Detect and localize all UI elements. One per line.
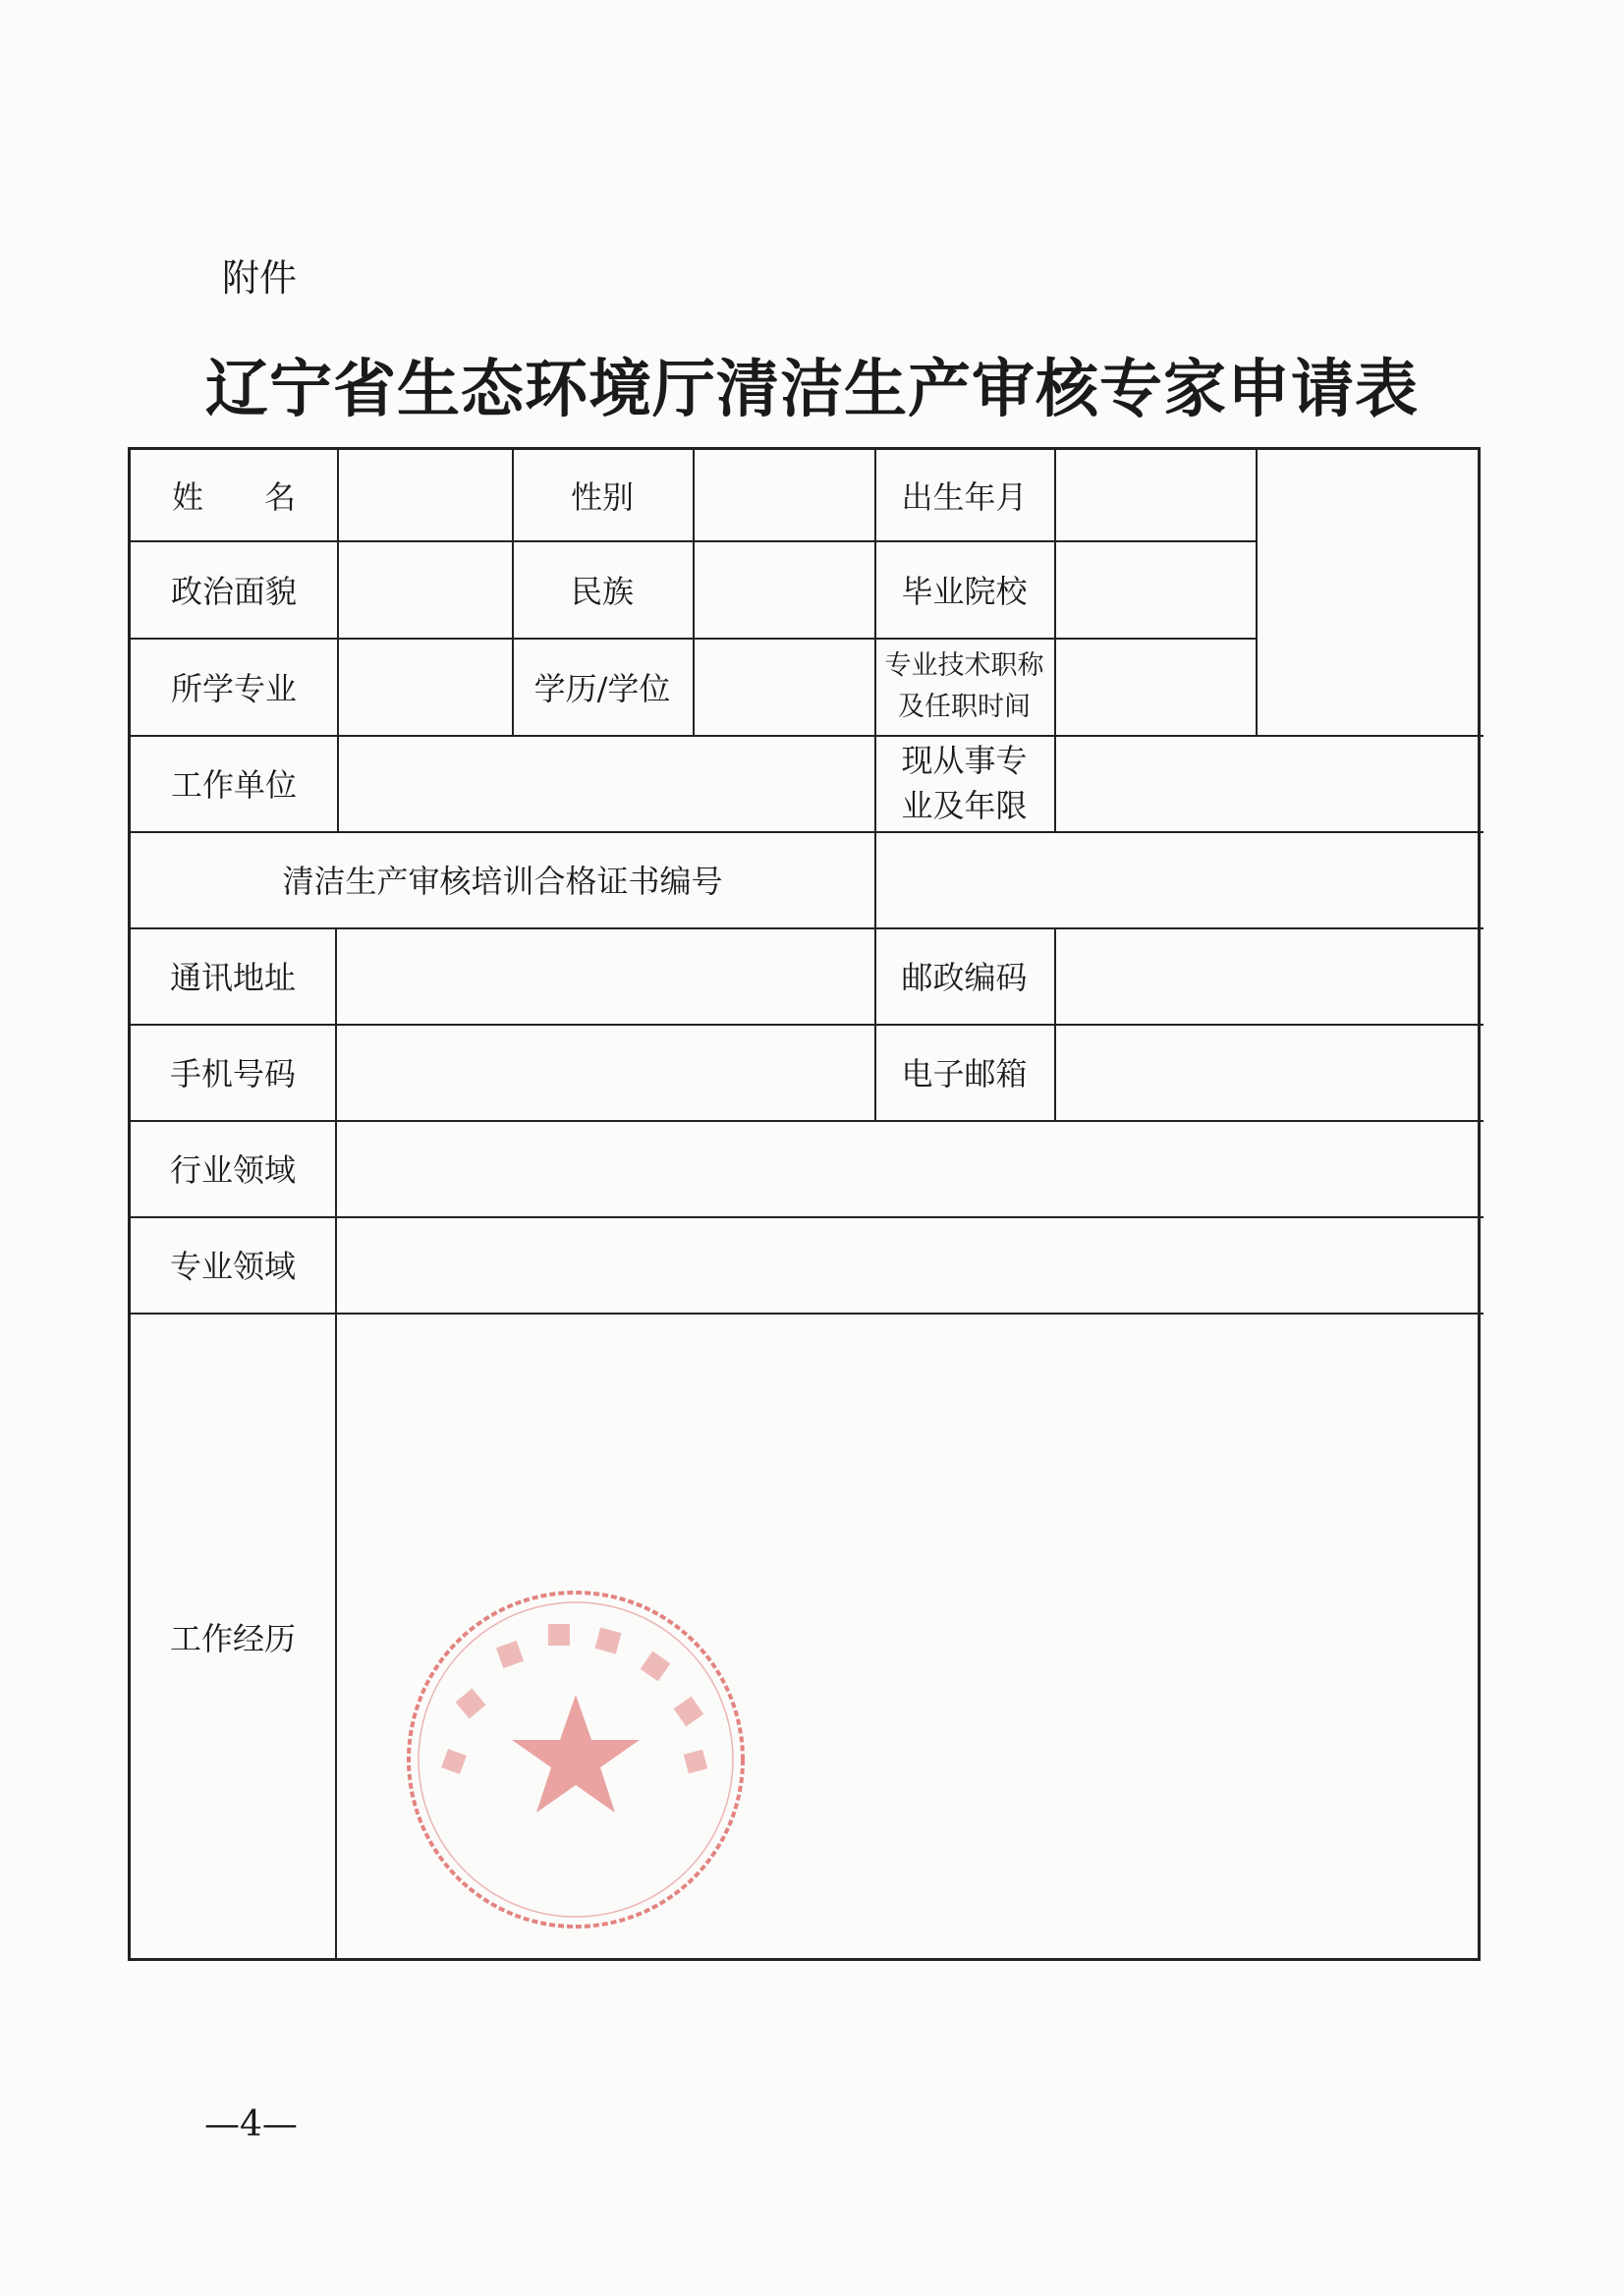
application-form	[128, 447, 1481, 1961]
gender-label: 性别	[570, 478, 634, 516]
workplace-label: 工作单位	[170, 766, 297, 804]
education-label: 学历/学位	[533, 669, 671, 707]
major-value[interactable]	[337, 638, 512, 735]
page-number: —4—	[204, 2104, 298, 2145]
industry-value[interactable]	[335, 1120, 1484, 1216]
attachment-label: 附件	[222, 256, 298, 300]
current-work-label	[874, 735, 1054, 831]
political-value[interactable]	[337, 540, 512, 638]
field-value[interactable]	[335, 1216, 1484, 1313]
school-label: 毕业院校	[901, 572, 1028, 610]
ethnicity-value[interactable]	[693, 540, 874, 638]
form-title: 辽宁省生态环境厅清洁生产审核专家申请表	[205, 353, 1419, 426]
major-label: 所学专业	[170, 669, 297, 707]
address-label: 通讯地址	[169, 959, 296, 996]
address-value[interactable]	[335, 927, 874, 1024]
current-work-line-2: 业及年限	[901, 787, 1028, 824]
title-label-line-1: 专业技术职称	[884, 649, 1044, 681]
postcode-label: 邮政编码	[901, 959, 1028, 996]
title-value[interactable]	[1054, 638, 1256, 735]
school-value[interactable]	[1054, 540, 1256, 638]
official-seal	[401, 1585, 751, 1934]
experience-label: 工作经历	[169, 1620, 296, 1657]
name-label	[131, 450, 337, 540]
education-value[interactable]	[693, 638, 874, 735]
field-label: 专业领域	[169, 1248, 296, 1285]
certificate-label: 清洁生产审核培训合格证书编号	[282, 863, 723, 900]
postcode-value[interactable]	[1054, 927, 1484, 1024]
gender-value[interactable]	[693, 450, 874, 540]
email-value[interactable]	[1054, 1024, 1484, 1120]
ethnicity-label: 民族	[570, 572, 634, 610]
name-label-char-2: 名	[263, 478, 296, 516]
workplace-value[interactable]	[337, 735, 874, 831]
birth-value[interactable]	[1054, 450, 1256, 540]
birth-label: 出生年月	[901, 478, 1028, 516]
political-label: 政治面貌	[170, 572, 297, 610]
current-work-line-1: 现从事专	[901, 741, 1028, 779]
title-label	[874, 638, 1054, 735]
name-label-char-1: 姓	[172, 478, 204, 516]
photo-area	[1256, 450, 1484, 735]
email-label: 电子邮箱	[901, 1055, 1028, 1092]
phone-label: 手机号码	[169, 1055, 296, 1092]
certificate-value[interactable]	[874, 831, 1484, 927]
industry-label: 行业领域	[169, 1151, 296, 1189]
name-value[interactable]	[337, 450, 512, 540]
current-work-value[interactable]	[1054, 735, 1484, 831]
title-label-line-2: 及任职时间	[898, 691, 1031, 722]
phone-value[interactable]	[335, 1024, 874, 1120]
